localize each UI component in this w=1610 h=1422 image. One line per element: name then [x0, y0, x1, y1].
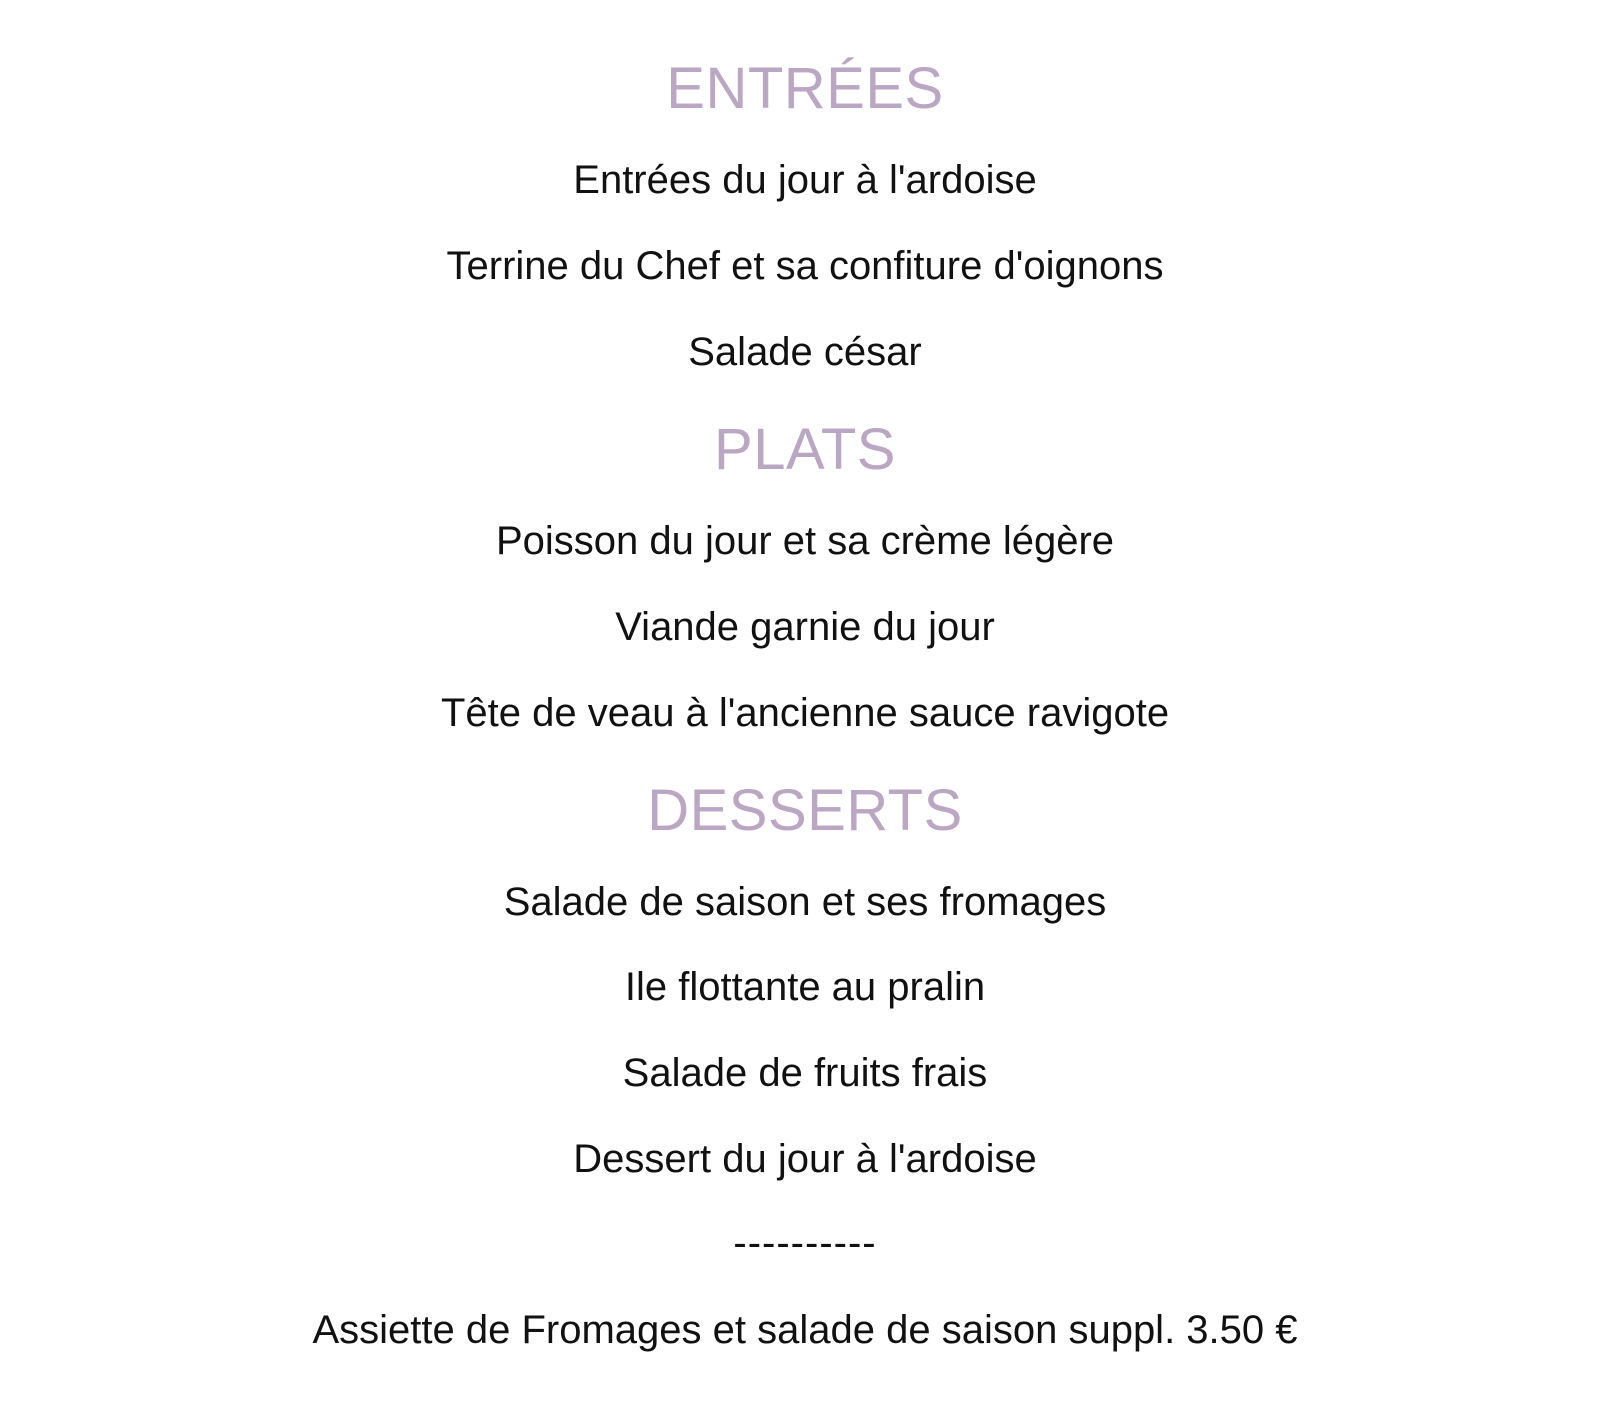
menu-item: Viande garnie du jour	[615, 605, 995, 649]
menu-item: Terrine du Chef et sa confiture d'oignons	[446, 244, 1164, 288]
section-heading-plats: PLATS	[714, 417, 896, 482]
menu-item: Tête de veau à l'ancienne sauce ravigote	[440, 691, 1170, 735]
separator: ----------	[733, 1221, 877, 1265]
menu-item: Entrées du jour à l'ardoise	[573, 158, 1037, 202]
menu-item: Salade césar	[688, 330, 922, 374]
menu-item: Salade de fruits frais	[622, 1051, 988, 1095]
menu-item: Poisson du jour et sa crème légère	[495, 519, 1115, 563]
supplement-note: Assiette de Fromages et salade de saison suppl. 3.50 €	[312, 1308, 1298, 1352]
section-heading-desserts: DESSERTS	[647, 778, 963, 843]
menu-item: Dessert du jour à l'ardoise	[573, 1137, 1037, 1181]
menu-item: Ile flottante au pralin	[624, 965, 986, 1009]
menu-item: Salade de saison et ses fromages	[503, 880, 1107, 924]
section-heading-entrees: ENTRÉES	[666, 56, 944, 121]
